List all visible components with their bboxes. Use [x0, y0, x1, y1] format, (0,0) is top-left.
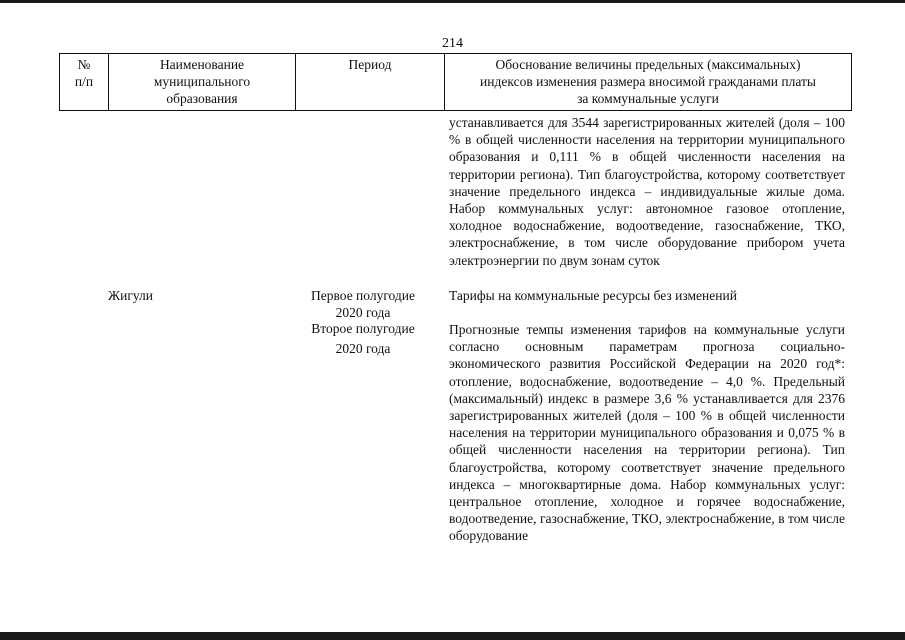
header-period: [296, 56, 444, 73]
period-second-half-line2: 2020 года: [335, 341, 391, 357]
second-half-paragraph: Прогнозные темпы изменения тарифов на коммунальные услуги согласно основным параметрам прогноза социально-экономического развития Российской Федерации на 2020 год*: отопление, водоснабжение, водоотведение – 4,0 %. Предельный (максимальный) индекс в размере 3,6 % устанавливается для 2376 зарегистрированных жителей (доля – 100 % в общей численности населения на территории муниципального образования и 0,075 % в общей численности населения на территории региона). Тип благоустройства, которому соответствует значение предельного индекса – многоквартирные дома. Набор коммунальных услуг: центральное отопление, холодное и горячее водоснабжение, водоотведение, газоснабжение, ТКО, электроснабжение, в том числе оборудование: [449, 322, 845, 544]
header-municipality-text: Наименование муниципального образования: [153, 57, 251, 106]
municipality-name: Жигули: [108, 288, 153, 303]
scan-border-top: [0, 0, 905, 3]
period-second-half: [298, 320, 428, 357]
header-bottom-border: [59, 110, 852, 111]
scan-border-bottom: [0, 632, 905, 640]
header-number-text: № п/п: [74, 57, 94, 89]
period-first-half: [298, 287, 428, 321]
continued-justification-text: [449, 114, 845, 269]
table-right-border: [851, 53, 852, 111]
first-half-paragraph: Тарифы на коммунальные ресурсы без изменений: [449, 288, 737, 303]
period-first-half-justification: [449, 287, 845, 304]
table-top-border: [59, 53, 852, 54]
period-second-half-line1: Второе полугодие: [311, 321, 415, 336]
period-first-half-line1: Первое полугодие: [311, 288, 415, 303]
continued-paragraph: устанавливается для 3544 зарегистрированных жителей (доля – 100 % в общей численности населения на территории муниципального образования и 0,111 % в общей численности населения на территории региона). Тип благоустройства, которому соответствует значение предельного индекса – индивидуальные жилые дома. Набор коммунальных услуг: автономное газовое отопление, холодное водоснабжение, водоотведение, газоснабжение, ТКО, электроснабжение, в том числе оборудование прибором учета электроэнергии по двум зонам суток: [449, 115, 845, 268]
header-justification: [445, 56, 851, 107]
period-second-half-justification: [449, 321, 845, 545]
header-justification-text: Обоснование величины предельных (максимальных) индексов изменения размера вносимой гражданами платы за коммунальные услуги: [480, 57, 816, 106]
header-period-text: Период: [348, 57, 392, 72]
header-municipality: [109, 56, 295, 107]
period-first-half-line2: 2020 года: [335, 305, 391, 321]
header-number: [60, 56, 108, 90]
page-number: 214: [442, 36, 463, 51]
